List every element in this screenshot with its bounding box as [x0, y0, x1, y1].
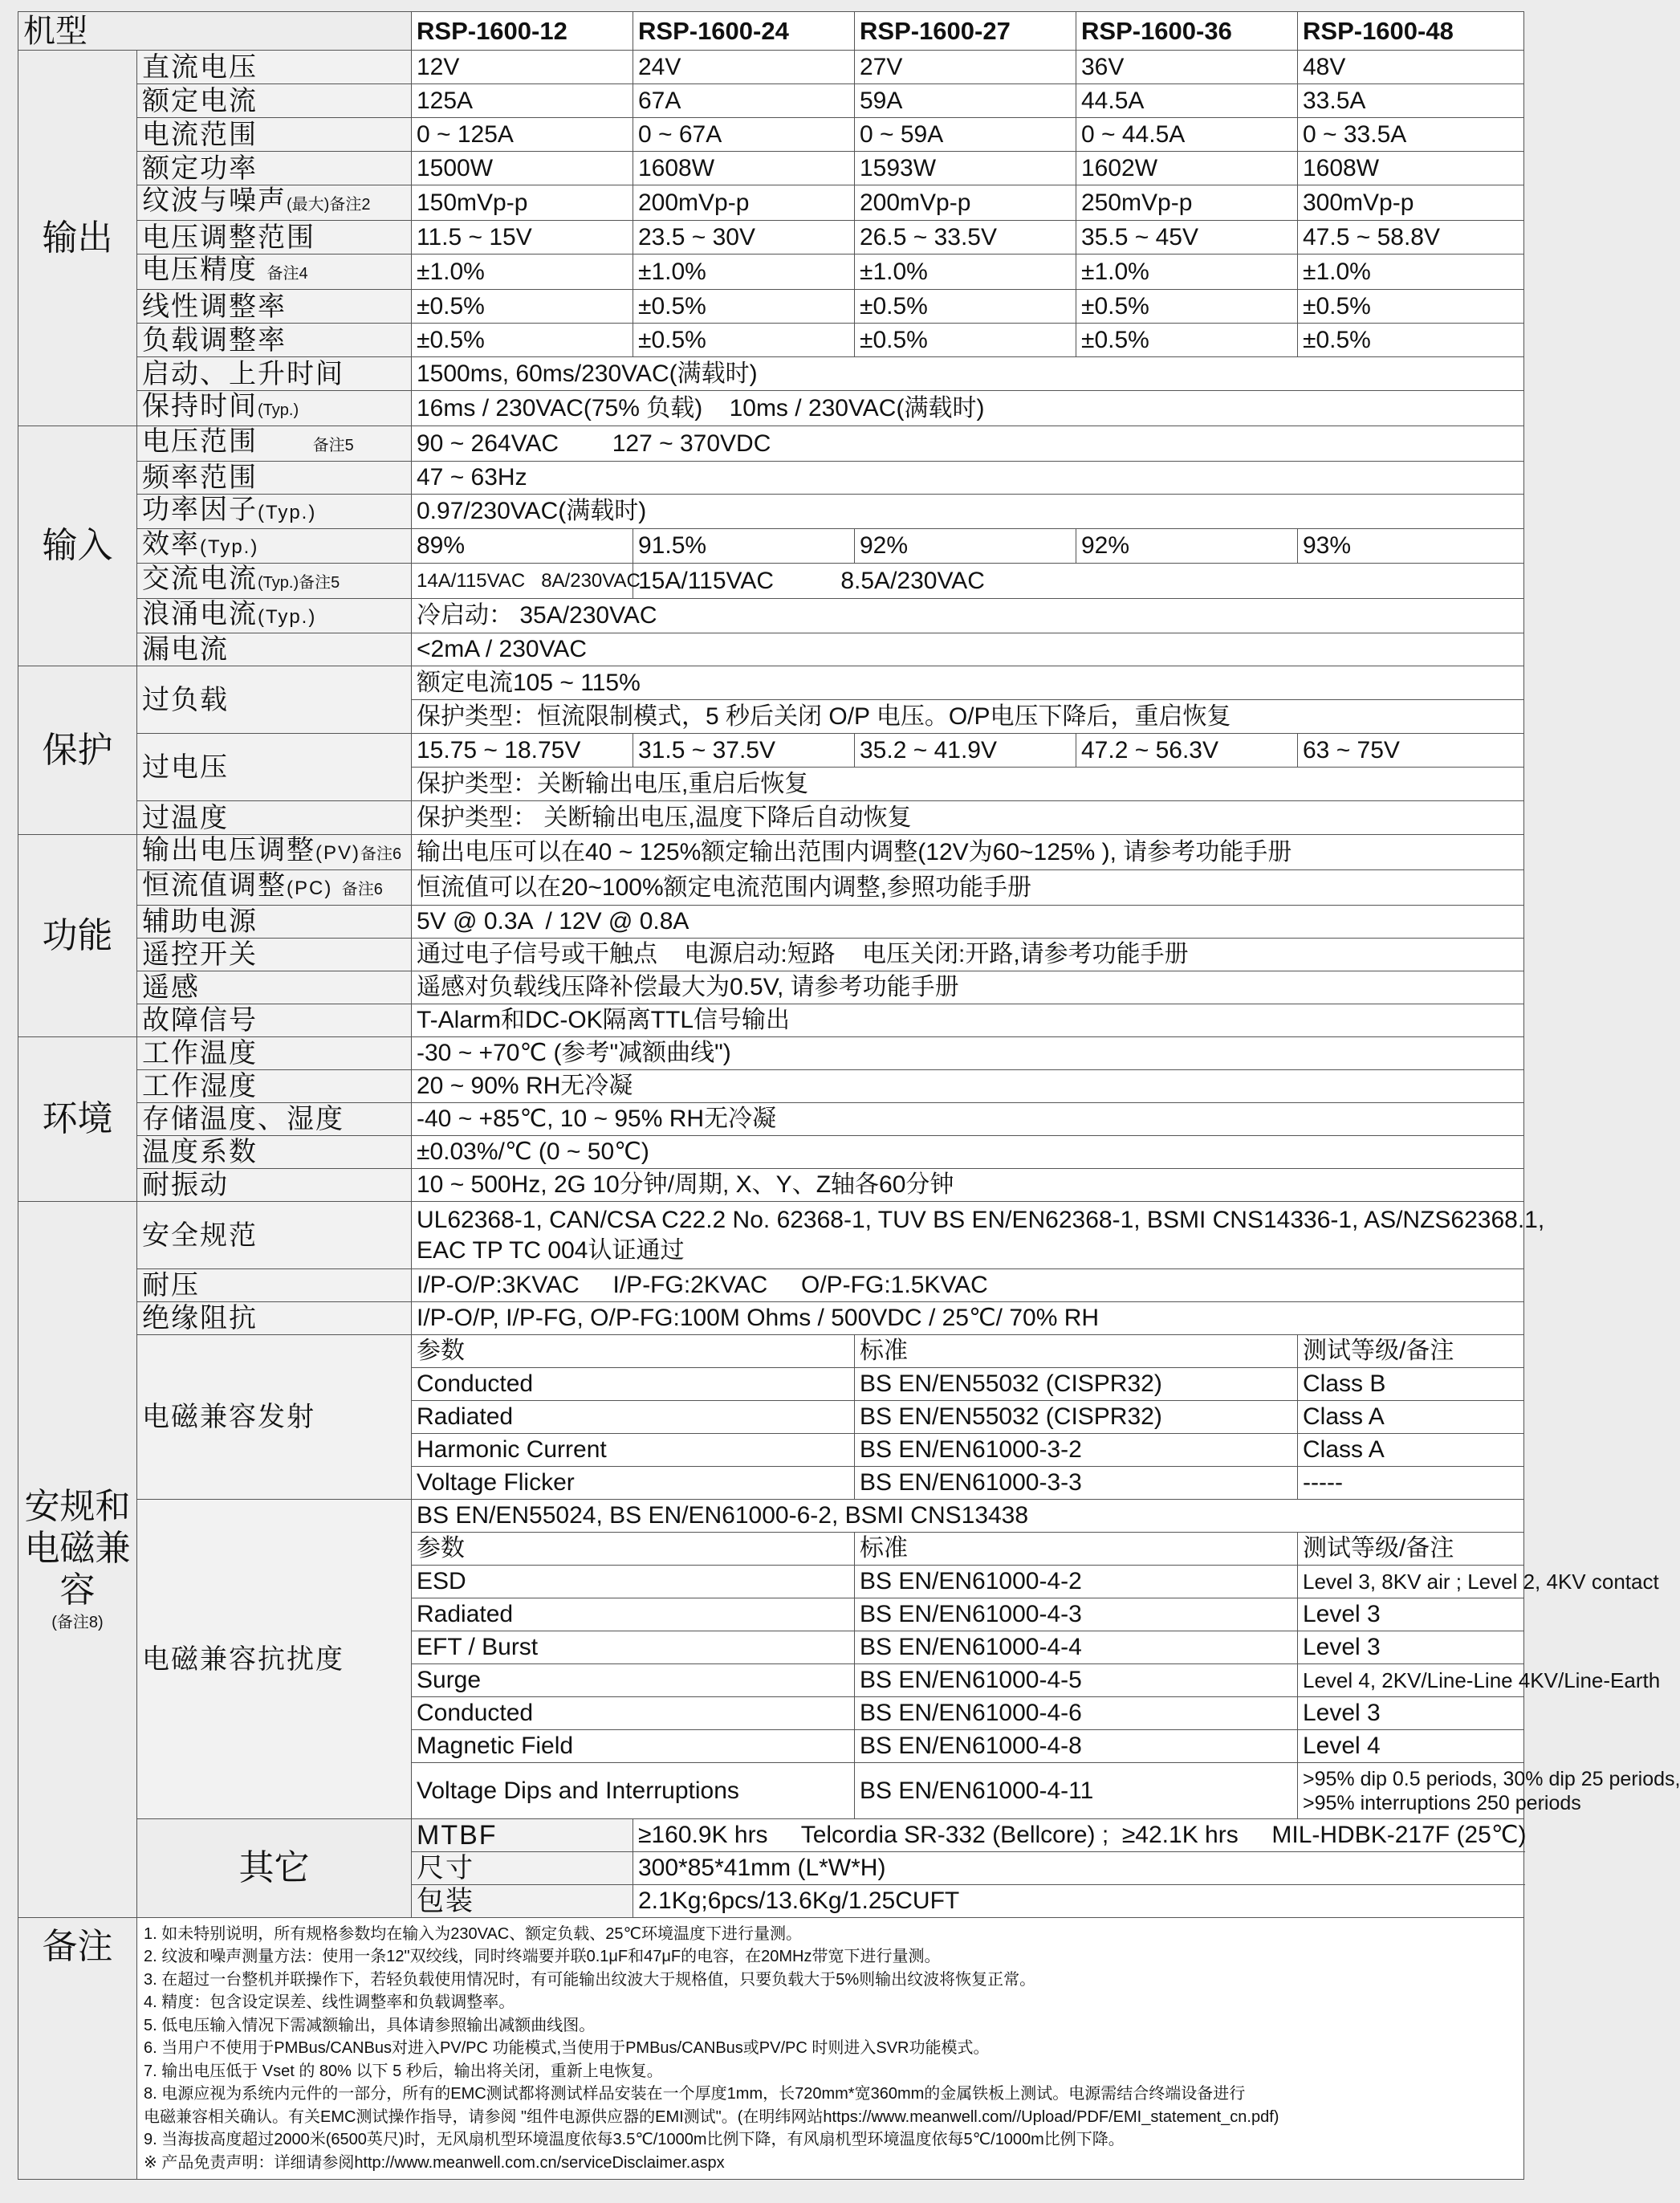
current-range-4: 0 ~ 44.5A [1076, 118, 1298, 152]
label-working-temp: 工作温度 [137, 1037, 412, 1070]
immunity-standard: BS EN/EN61000-4-6 [855, 1697, 1298, 1730]
label-dimension: 尺寸 [412, 1852, 633, 1885]
emission-level: Class A [1298, 1401, 1524, 1434]
model-1: RSP-1600-12 [412, 12, 633, 51]
ripple-5: 300mVp-p [1298, 185, 1524, 221]
immunity-param: ESD [412, 1566, 855, 1598]
label-isolation: 绝缘阻抗 [137, 1302, 412, 1335]
temp-coef-value: ±0.03%/℃ (0 ~ 50℃) [412, 1136, 1524, 1169]
group-protection: 保护 [18, 666, 137, 835]
group-environment: 环境 [18, 1037, 137, 1202]
label-inrush: 浪涌电流(Typ.) [137, 599, 412, 633]
dimension-value: 300*85*41mm (L*W*H) [633, 1852, 1524, 1885]
group-output: 输出 [18, 51, 137, 426]
ripple-2: 200mVp-p [633, 185, 855, 221]
rated-power-4: 1602W [1076, 152, 1298, 185]
ac-current-others: 15A/115VAC 8.5A/230VAC [633, 564, 1524, 599]
label-overvoltage: 过电压 [137, 734, 412, 801]
immunity-param: Magnetic Field [412, 1730, 855, 1763]
label-efficiency: 效率(Typ.) [137, 529, 412, 564]
immunity-param: Conducted [412, 1697, 855, 1730]
group-input: 输入 [18, 426, 137, 666]
immunity-header-level: 测试等级/备注 [1298, 1533, 1524, 1566]
immunity-param: Radiated [412, 1598, 855, 1631]
voltage-adj-2: 23.5 ~ 30V [633, 221, 855, 255]
note-8-cont: 电磁兼容相关确认。有关EMC测试操作指导，请参阅 "组件电源供应器的EMI测试"。(在明纬网站https://www.meanwell.com//Upload/PDF/EMI_statement_cn.pdf) [144, 2107, 1279, 2126]
voltage-adj-5: 47.5 ~ 58.8V [1298, 221, 1524, 255]
label-ripple: 纹波与噪声(最大)备注2 [137, 185, 412, 221]
emission-level: Class B [1298, 1368, 1524, 1401]
leakage-value: <2mA / 230VAC [412, 633, 1524, 666]
sense-value: 遥感对负载线压降补偿最大为0.5V, 请参考功能手册 [412, 971, 1524, 1004]
power-factor-value: 0.97/230VAC(满载时) [412, 495, 1524, 529]
notes-box [137, 1918, 1524, 2180]
label-alarm: 故障信号 [137, 1004, 412, 1037]
ripple-3: 200mVp-p [855, 185, 1076, 221]
immunity-standard: BS EN/EN61000-4-4 [855, 1631, 1298, 1664]
immunity-header-standard: 标准 [855, 1533, 1298, 1566]
voltage-adj-4: 35.5 ~ 45V [1076, 221, 1298, 255]
label-overload: 过负载 [137, 666, 412, 734]
note-1: 1. 如未特别说明，所有规格参数均在输入为230VAC、额定负载、25℃环境温度下进行量测。 [144, 1924, 802, 1943]
dc-voltage-5: 48V [1298, 51, 1524, 84]
rated-power-1: 1500W [412, 152, 633, 185]
immunity-standards: BS EN/EN55024, BS EN/EN61000-6-2, BSMI CNS13438 [412, 1500, 1524, 1533]
label-rated-current: 额定电流 [137, 84, 412, 118]
label-line-reg: 线性调整率 [137, 290, 412, 324]
spec-table [18, 11, 1680, 2180]
immunity-header-param: 参数 [412, 1533, 855, 1566]
label-safety-standards: 安全规范 [137, 1202, 412, 1269]
rated-power-2: 1608W [633, 152, 855, 185]
label-emc-immunity: 电磁兼容抗扰度 [137, 1500, 412, 1819]
line-reg-3: ±0.5% [855, 290, 1076, 324]
immunity-level: Level 3 [1298, 1631, 1524, 1664]
efficiency-4: 92% [1076, 529, 1298, 564]
label-voltage-tol: 电压精度 备注4 [137, 255, 412, 290]
label-rated-power: 额定功率 [137, 152, 412, 185]
label-vibration: 耐振动 [137, 1169, 412, 1202]
immunity-level: Level 4, 2KV/Line-Line 4KV/Line-Earth [1298, 1664, 1524, 1697]
rated-power-5: 1608W [1298, 152, 1524, 185]
label-pv: 输出电压调整(PV)备注6 [137, 835, 412, 870]
current-range-2: 0 ~ 67A [633, 118, 855, 152]
label-frequency: 频率范围 [137, 462, 412, 495]
rated-current-4: 44.5A [1076, 84, 1298, 118]
overvoltage-3: 35.2 ~ 41.9V [855, 734, 1076, 768]
label-dc-voltage: 直流电压 [137, 51, 412, 84]
working-humidity-value: 20 ~ 90% RH无冷凝 [412, 1070, 1524, 1103]
label-working-humidity: 工作湿度 [137, 1070, 412, 1103]
load-reg-4: ±0.5% [1076, 324, 1298, 357]
note-disclaimer: ※ 产品免责声明：详细请参阅http://www.meanwell.com.cn/serviceDisclaimer.aspx [144, 2153, 725, 2172]
emission-param: Voltage Flicker [412, 1467, 855, 1500]
note-2: 2. 纹波和噪声测量方法：使用一条12"双绞线，同时终端要并联0.1μF和47μF的电容，在20MHz带宽下进行量测。 [144, 1948, 941, 1966]
dc-voltage-3: 27V [855, 51, 1076, 84]
emission-standard: BS EN/EN55032 (CISPR32) [855, 1368, 1298, 1401]
working-temp-value: -30 ~ +70℃ (参考"减额曲线") [412, 1037, 1524, 1070]
immunity-level: Level 3, 8KV air ; Level 2, 4KV contact [1298, 1566, 1524, 1598]
immunity-param: Surge [412, 1664, 855, 1697]
immunity-param: EFT / Burst [412, 1631, 855, 1664]
overvoltage-4: 47.2 ~ 56.3V [1076, 734, 1298, 768]
label-overtemp: 过温度 [137, 801, 412, 835]
model-4: RSP-1600-36 [1076, 12, 1298, 51]
voltage-tol-3: ±1.0% [855, 255, 1076, 290]
frequency-value: 47 ~ 63Hz [412, 462, 1524, 495]
label-mtbf: MTBF [412, 1819, 633, 1852]
label-sense: 遥感 [137, 971, 412, 1004]
overvoltage-1: 15.75 ~ 18.75V [412, 734, 633, 768]
rated-current-5: 33.5A [1298, 84, 1524, 118]
label-ac-current: 交流电流(Typ.)备注5 [137, 564, 412, 599]
immunity-level: Level 3 [1298, 1598, 1524, 1631]
emission-standard: BS EN/EN55032 (CISPR32) [855, 1401, 1298, 1434]
efficiency-1: 89% [412, 529, 633, 564]
load-reg-1: ±0.5% [412, 324, 633, 357]
emission-level: Class A [1298, 1434, 1524, 1467]
immunity-standard-dips: BS EN/EN61000-4-11 [855, 1763, 1298, 1819]
dc-voltage-2: 24V [633, 51, 855, 84]
overvoltage-2: 31.5 ~ 37.5V [633, 734, 855, 768]
packing-value: 2.1Kg;6pcs/13.6Kg/1.25CUFT [633, 1885, 1524, 1918]
emission-header-standard: 标准 [855, 1335, 1298, 1368]
current-range-1: 0 ~ 125A [412, 118, 633, 152]
group-notes: 备注 [18, 1918, 137, 2180]
note-7: 7. 输出电压低于 Vset 的 80% 以下 5 秒后，输出将关闭，重新上电恢复。 [144, 2062, 663, 2080]
emission-standard: BS EN/EN61000-3-3 [855, 1467, 1298, 1500]
line-reg-2: ±0.5% [633, 290, 855, 324]
dc-voltage-1: 12V [412, 51, 633, 84]
ripple-1: 150mVp-p [412, 185, 633, 221]
efficiency-5: 93% [1298, 529, 1524, 564]
model-label: 机型 [18, 12, 412, 51]
rated-current-3: 59A [855, 84, 1076, 118]
pc-value: 恒流值可以在20~100%额定电流范围内调整,参照功能手册 [412, 870, 1524, 906]
label-withstand: 耐压 [137, 1269, 412, 1302]
emission-standard: BS EN/EN61000-3-2 [855, 1434, 1298, 1467]
withstand-value: I/P-O/P:3KVAC I/P-FG:2KVAC O/P-FG:1.5KVAC [412, 1269, 1524, 1302]
load-reg-2: ±0.5% [633, 324, 855, 357]
overtemp-value: 保护类型： 关断输出电压,温度下降后自动恢复 [412, 801, 1524, 835]
efficiency-3: 92% [855, 529, 1076, 564]
load-reg-3: ±0.5% [855, 324, 1076, 357]
inrush-value: 冷启动： 35A/230VAC [412, 599, 1524, 633]
input-voltage-value: 90 ~ 264VAC 127 ~ 370VDC [412, 426, 1524, 462]
label-aux: 辅助电源 [137, 906, 412, 939]
emission-header-level: 测试等级/备注 [1298, 1335, 1524, 1368]
line-reg-1: ±0.5% [412, 290, 633, 324]
label-voltage-adj: 电压调整范围 [137, 221, 412, 255]
label-temp-coef: 温度系数 [137, 1136, 412, 1169]
ripple-4: 250mVp-p [1076, 185, 1298, 221]
vibration-value: 10 ~ 500Hz, 2G 10分钟/周期, X、Y、Z轴各60分钟 [412, 1169, 1524, 1202]
immunity-standard: BS EN/EN61000-4-2 [855, 1566, 1298, 1598]
emission-param: Conducted [412, 1368, 855, 1401]
efficiency-2: 91.5% [633, 529, 855, 564]
hold-time-value: 16ms / 230VAC(75% 负载) 10ms / 230VAC(满载时) [412, 391, 1524, 426]
note-9: 9. 当海拔高度超过2000米(6500英尺)时，无风扇机型环境温度依每3.5℃/1000m比例下降，有风扇机型环境温度依每5℃/1000m比例下降。 [144, 2131, 1125, 2149]
label-remote: 遥控开关 [137, 939, 412, 971]
immunity-standard: BS EN/EN61000-4-5 [855, 1664, 1298, 1697]
model-3: RSP-1600-27 [855, 12, 1076, 51]
immunity-level: Level 3 [1298, 1697, 1524, 1730]
setup-time-value: 1500ms, 60ms/230VAC(满载时) [412, 357, 1524, 391]
emission-param: Radiated [412, 1401, 855, 1434]
label-input-voltage: 电压范围 备注5 [137, 426, 412, 462]
label-current-range: 电流范围 [137, 118, 412, 152]
voltage-tol-2: ±1.0% [633, 255, 855, 290]
overvoltage-5: 63 ~ 75V [1298, 734, 1524, 768]
isolation-value: I/P-O/P, I/P-FG, O/P-FG:100M Ohms / 500VDC / 25℃/ 70% RH [412, 1302, 1524, 1335]
storage-value: -40 ~ +85℃, 10 ~ 95% RH无冷凝 [412, 1103, 1524, 1136]
overvoltage-line2: 保护类型：关断输出电压,重启后恢复 [412, 768, 1524, 801]
alarm-value: T-Alarm和DC-OK隔离TTL信号输出 [412, 1004, 1524, 1037]
model-header-row [18, 12, 1524, 51]
safety-standards-value: UL62368-1, CAN/CSA C22.2 No. 62368-1, TUV BS EN/EN62368-1, BSMI CNS14336-1, AS/NZS62368.1, EAC TP TC 004认证通过 [412, 1202, 1524, 1269]
label-power-factor: 功率因子(Typ.) [137, 495, 412, 529]
remote-value: 通过电子信号或干触点 电源启动:短路 电压关闭:开路,请参考功能手册 [412, 939, 1524, 971]
overload-line2: 保护类型：恒流限制模式，5 秒后关闭 O/P 电压。O/P电压下降后，重启恢复 [412, 700, 1524, 734]
note-5: 5. 低电压输入情况下需减额输出，具体请参照输出减额曲线图。 [144, 2016, 596, 2034]
aux-value: 5V @ 0.3A / 12V @ 0.8A [412, 906, 1524, 939]
current-range-3: 0 ~ 59A [855, 118, 1076, 152]
current-range-5: 0 ~ 33.5A [1298, 118, 1524, 152]
rated-power-3: 1593W [855, 152, 1076, 185]
spec-sheet [18, 11, 1680, 2180]
voltage-adj-1: 11.5 ~ 15V [412, 221, 633, 255]
emission-level: ----- [1298, 1467, 1524, 1500]
label-pc: 恒流值调整(PC) 备注6 [137, 870, 412, 906]
immunity-level-dips: >95% dip 0.5 periods, 30% dip 25 periods, >95% interruptions 250 periods [1298, 1763, 1524, 1819]
label-packing: 包装 [412, 1885, 633, 1918]
line-reg-4: ±0.5% [1076, 290, 1298, 324]
immunity-standard: BS EN/EN61000-4-3 [855, 1598, 1298, 1631]
ac-current-12v: 14A/115VAC 8A/230VAC [412, 564, 633, 599]
note-4: 4. 精度：包含设定误差、线性调整率和负载调整率。 [144, 1993, 515, 2012]
model-5: RSP-1600-48 [1298, 12, 1524, 51]
label-setup-time: 启动、上升时间 [137, 357, 412, 391]
rated-current-1: 125A [412, 84, 633, 118]
voltage-tol-4: ±1.0% [1076, 255, 1298, 290]
pv-value: 输出电压可以在40 ~ 125%额定输出范围内调整(12V为60~125% ), 请参考功能手册 [412, 835, 1524, 870]
model-2: RSP-1600-24 [633, 12, 855, 51]
label-hold-time: 保持时间(Typ.) [137, 391, 412, 426]
line-reg-5: ±0.5% [1298, 290, 1524, 324]
rated-current-2: 67A [633, 84, 855, 118]
label-emc-emission: 电磁兼容发射 [137, 1335, 412, 1500]
label-load-reg: 负载调整率 [137, 324, 412, 357]
note-6: 6. 当用户不使用于PMBus/CANBus对进入PV/PC 功能模式,当使用于PMBus/CANBus或PV/PC 时则进入SVR功能模式。 [144, 2039, 990, 2058]
label-leakage: 漏电流 [137, 633, 412, 666]
immunity-level: Level 4 [1298, 1730, 1524, 1763]
immunity-param-dips: Voltage Dips and Interruptions [412, 1763, 855, 1819]
note-3: 3. 在超过一台整机并联操作下，若轻负载使用情况时，有可能输出纹波大于规格值，只要负载大于5%则输出纹波将恢复正常。 [144, 1970, 1036, 1989]
voltage-adj-3: 26.5 ~ 33.5V [855, 221, 1076, 255]
mtbf-value: ≥160.9K hrs Telcordia SR-332 (Bellcore) ; ≥42.1K hrs MIL-HDBK-217F (25℃) [633, 1819, 1524, 1852]
dc-voltage-4: 36V [1076, 51, 1298, 84]
emission-param: Harmonic Current [412, 1434, 855, 1467]
overload-line1: 额定电流105 ~ 115% [412, 666, 1524, 700]
group-function: 功能 [18, 835, 137, 1037]
voltage-tol-1: ±1.0% [412, 255, 633, 290]
immunity-standard: BS EN/EN61000-4-8 [855, 1730, 1298, 1763]
group-others: 其它 [137, 1819, 412, 1918]
note-8: 8. 电源应视为系统内元件的一部分，所有的EMC测试都将测试样品安装在一个厚度1mm，长720mm*宽360mm的金属铁板上测试。电源需结合终端设备进行 [144, 2085, 1246, 2103]
group-safety-emc: 安规和电磁兼容 (备注8) [18, 1202, 137, 1918]
load-reg-5: ±0.5% [1298, 324, 1524, 357]
voltage-tol-5: ±1.0% [1298, 255, 1524, 290]
label-storage: 存储温度、湿度 [137, 1103, 412, 1136]
emission-header-param: 参数 [412, 1335, 855, 1368]
